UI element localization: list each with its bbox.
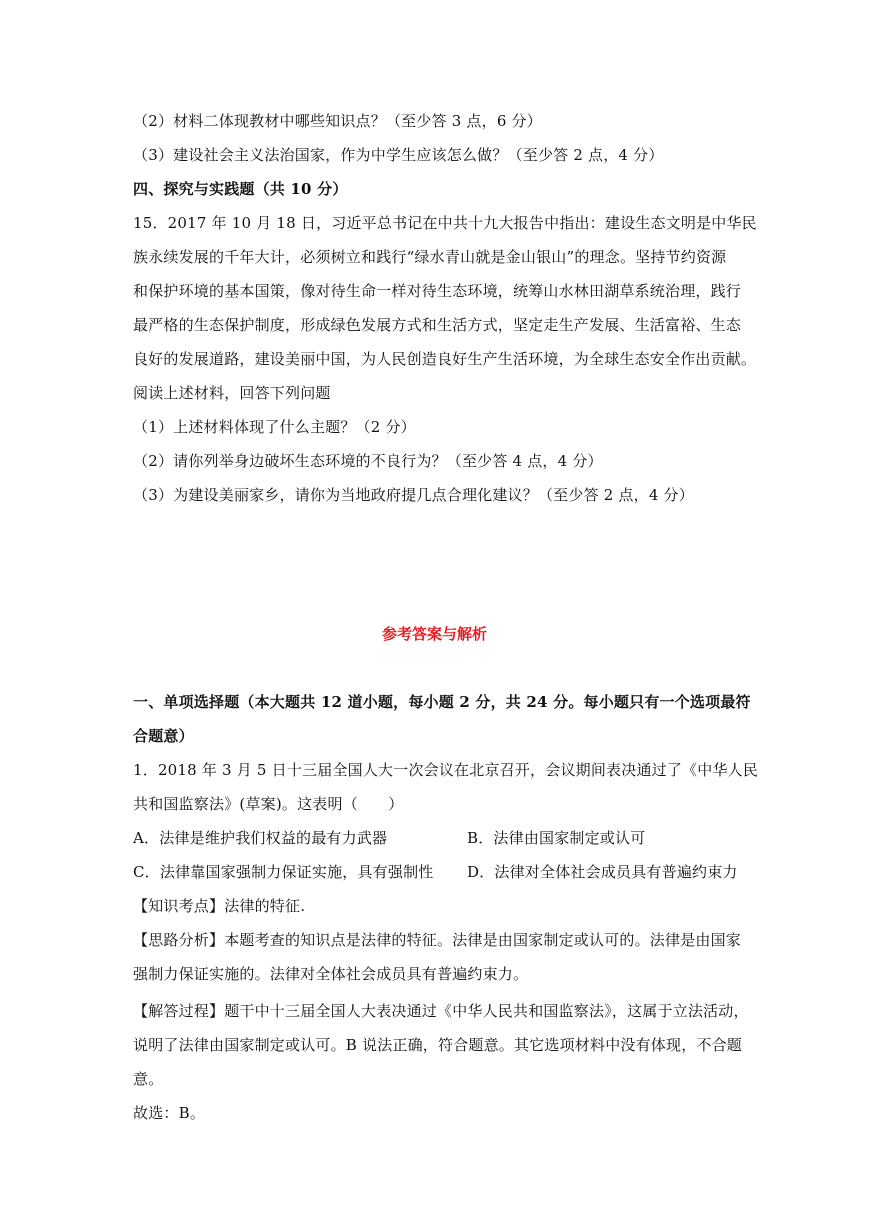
q15-line: 阅读上述材料，回答下列问题 xyxy=(133,384,331,402)
option-c: C．法律靠国家强制力保证实施，具有强制性 xyxy=(133,863,434,881)
q15-line: 良好的发展道路，建设美丽中国，为人民创造良好生产生活环境，为全球生态安全作出贡献。 xyxy=(133,350,757,368)
final-choice: 故选：B。 xyxy=(133,1104,206,1122)
process-line: 【解答过程】题干中十三届全国人大表决通过《中华人民共和国监察法》，这属于立法活动， xyxy=(133,1002,749,1020)
question-3-text: （3）建设社会主义法治国家，作为中学生应该怎么做？（至少答 2 点，4 分） xyxy=(133,146,664,164)
knowledge-point: 【知识考点】法律的特征. xyxy=(133,897,306,915)
process-line: 意。 xyxy=(133,1070,164,1088)
analysis-line: 【思路分析】本题考查的知识点是法律的特征。法律是由国家制定或认可的。法律是由国家 xyxy=(133,931,742,949)
q15-sub-question-3: （3）为建设美丽家乡，请你为当地政府提几点合理化建议？（至少答 2 点，4 分） xyxy=(133,486,694,504)
analysis-line: 强制力保证实施的。法律对全体社会成员具有普遍约束力。 xyxy=(133,965,529,983)
q15-sub-question-2: （2）请你列举身边破坏生态环境的不良行为？（至少答 4 点，4 分） xyxy=(133,452,603,470)
option-a: A．法律是维护我们权益的最有力武器 xyxy=(133,829,388,847)
section-one-heading: 一、单项选择题（本大题共 12 道小题，每小题 2 分，共 24 分。每小题只有一个选项最符 xyxy=(133,693,751,711)
q15-line: 族永续发展的千年大计，必须树立和践行“绿水青山就是金山银山”的理念。坚持节约资源 xyxy=(133,248,727,266)
q15-line: 15．2017 年 10 月 18 日，习近平总书记在中共十九大报告中指出：建设生态文明是中华民 xyxy=(133,214,757,232)
q1-line: 1．2018 年 3 月 5 日十三届全国人大一次会议在北京召开，会议期间表决通过了《中华人民 xyxy=(133,761,759,779)
q15-line: 和保护环境的基本国策，像对待生命一样对待生态环境，统筹山水林田湖草系统治理，践行 xyxy=(133,282,742,300)
section-four-heading: 四、探究与实践题（共 10 分） xyxy=(133,180,348,198)
question-2-text: （2）材料二体现教材中哪些知识点？（至少答 3 点，6 分） xyxy=(133,112,542,130)
q15-sub-question-1: （1）上述材料体现了什么主题？（2 分） xyxy=(133,418,416,436)
process-line: 说明了法律由国家制定或认可。B 说法正确，符合题意。其它选项材料中没有体现，不合题 xyxy=(133,1036,742,1054)
q1-line: 共和国监察法》(草案)。这表明（ ） xyxy=(133,795,404,813)
section-one-heading: 合题意） xyxy=(133,727,194,745)
answers-title: 参考答案与解析 xyxy=(381,625,487,643)
option-b: B．法律由国家制定或认可 xyxy=(467,829,646,847)
q15-line: 最严格的生态保护制度，形成绿色发展方式和生活方式，坚定走生产发展、生活富裕、生态 xyxy=(133,316,742,334)
option-d: D．法律对全体社会成员具有普遍约束力 xyxy=(467,863,738,881)
